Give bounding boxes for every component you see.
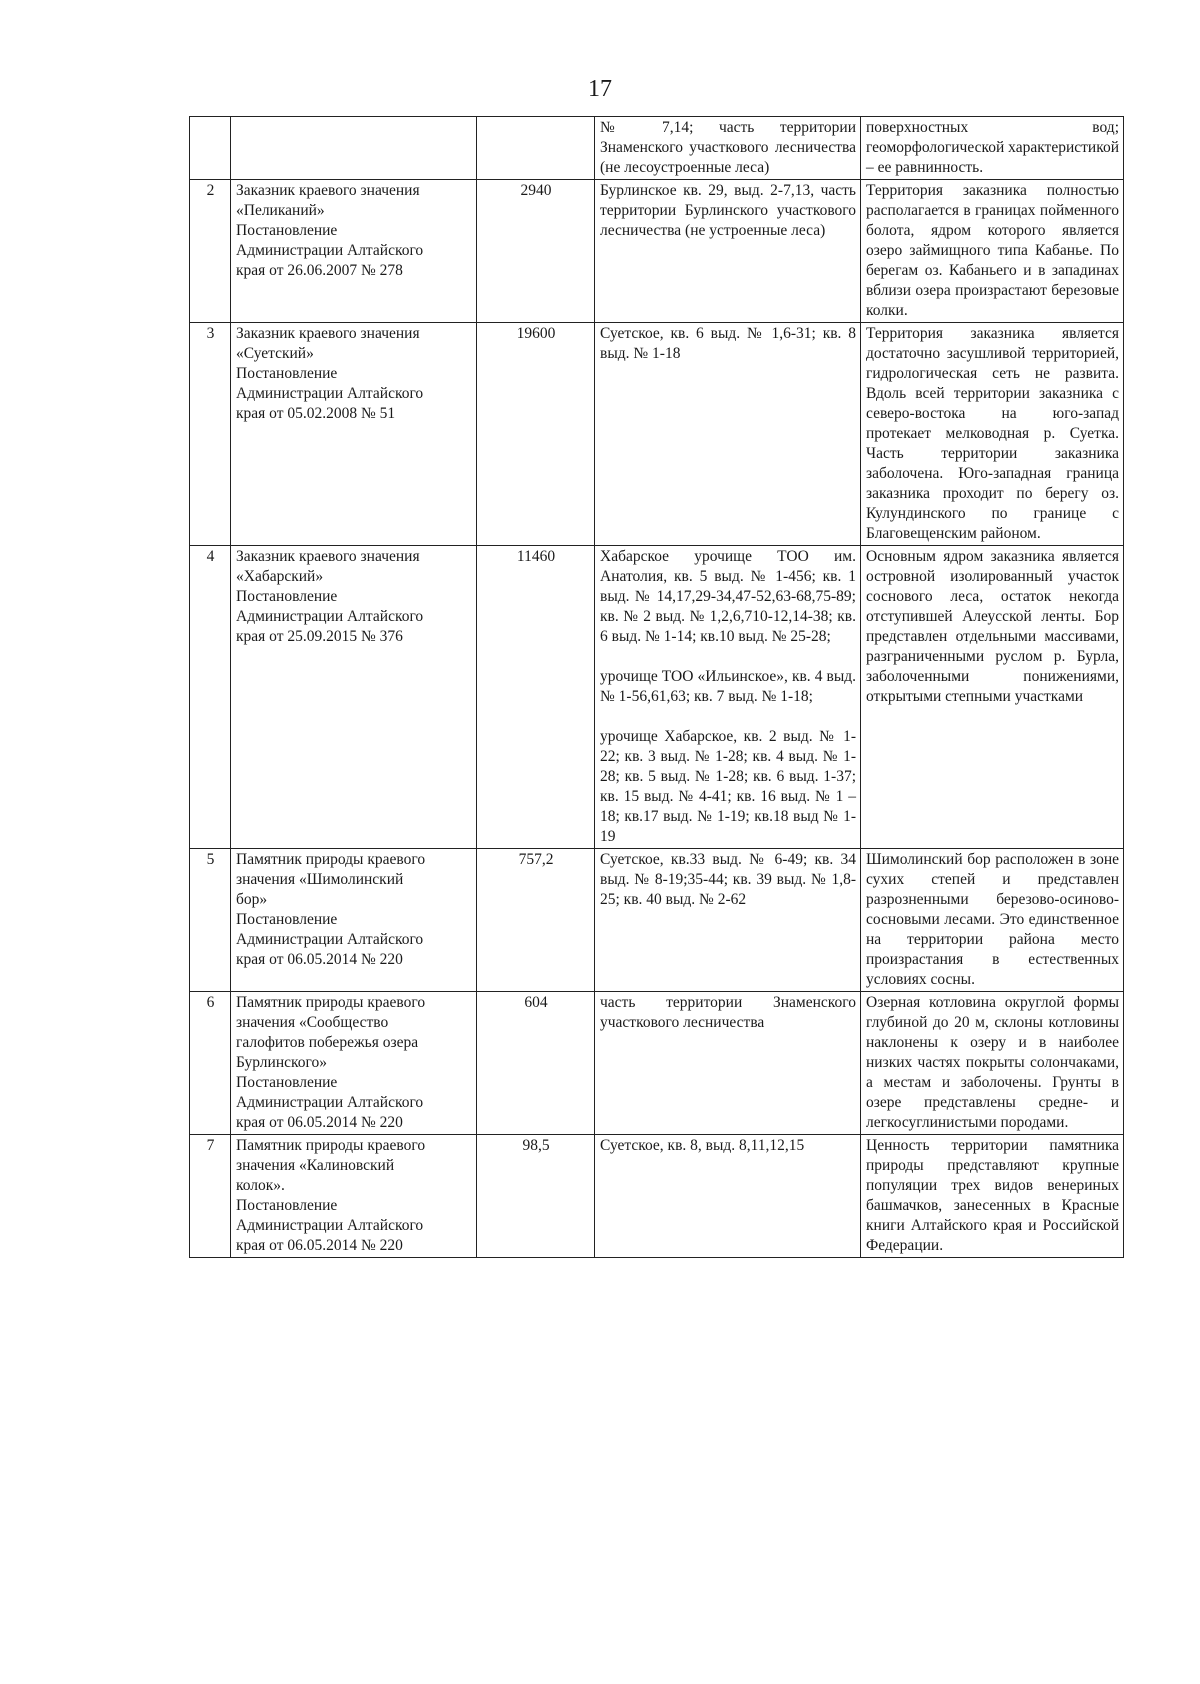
- area-name-line: Администрации Алтайского: [236, 1217, 424, 1234]
- row-number: 3: [190, 323, 231, 546]
- row-number: 4: [190, 546, 231, 849]
- area-name-line: бор»: [236, 891, 268, 908]
- area-name-line: Администрации Алтайского: [236, 385, 424, 402]
- location-cell: [595, 992, 861, 1135]
- location-paragraph: Хабарское урочище ТОО им. Анатолия, кв. 5 выд. № 1-456; кв. 1 выд. № 14,17,29-34,47-52,63-68,75-89; кв. № 2 выд. № 1,2,6,710-12,14-38; кв. 6 выд. № 1-14; кв.10 выд. № 25-28;: [600, 548, 856, 645]
- area-name-line: Памятник природы краевого: [236, 994, 426, 1011]
- row-number: 2: [190, 180, 231, 323]
- location-paragraph: часть территории Знаменского участкового лесничества: [600, 994, 856, 1031]
- area-name-line: Постановление: [236, 588, 338, 605]
- location-cell: [595, 849, 861, 992]
- location-paragraph: Суетское, кв. 6 выд. № 1,6-31; кв. 8 выд. № 1-18: [600, 325, 856, 362]
- area-name-line: Администрации Алтайского: [236, 931, 424, 948]
- location-cell: [595, 1135, 861, 1258]
- row-number: 7: [190, 1135, 231, 1258]
- area-name-line: Памятник природы краевого: [236, 851, 426, 868]
- area-size: [477, 117, 595, 180]
- table-body: [190, 117, 1124, 1258]
- table-row: [190, 180, 1124, 323]
- area-size: 757,2: [477, 849, 595, 992]
- area-name-line: «Хабарский»: [236, 568, 324, 585]
- area-name-line: Постановление: [236, 365, 338, 382]
- area-name-cell: [231, 849, 477, 992]
- location-paragraph: Бурлинское кв. 29, выд. 2-7,13, часть территории Бурлинского участкового лесничества (не устроенные леса): [600, 182, 856, 239]
- area-name-line: края от 26.06.2007 № 278: [236, 262, 403, 279]
- page-number: 17: [588, 76, 612, 102]
- area-name-cell: [231, 546, 477, 849]
- area-name-line: значения «Калиновский: [236, 1157, 395, 1174]
- area-name-line: Заказник краевого значения: [236, 182, 420, 199]
- location-paragraph: урочище ТОО «Ильинское», кв. 4 выд. № 1-56,61,63; кв. 7 выд. № 1-18;: [600, 668, 856, 705]
- area-name-line: Бурлинского»: [236, 1054, 327, 1071]
- description-cell: Основным ядром заказника является островной изолированный участок соснового леса, остаток некогда отступившей Алеусской ленты. Бор представлен отдельными массивами, разграниченными руслом р. Бурла, заболоченными понижениями, открытыми степными участками: [861, 546, 1124, 849]
- area-size: 98,5: [477, 1135, 595, 1258]
- area-name-cell: [231, 1135, 477, 1258]
- area-name-cell: [231, 117, 477, 180]
- area-name-line: Постановление: [236, 222, 338, 239]
- area-name-line: края от 06.05.2014 № 220: [236, 1237, 403, 1254]
- description-cell: Озерная котловина округлой формы глубиной до 20 м, склоны котловины наклонены к озеру и в наиболее низких частях покрыты солончаками, а местам и заболочены. Грунты в озере представлены средне- и легкосуглинистыми породами.: [861, 992, 1124, 1135]
- description-cell: Ценность территории памятника природы представляют крупные популяции трех видов венериных башмачков, занесенных в Красные книги Алтайского края и Российской Федерации.: [861, 1135, 1124, 1258]
- table-row: [190, 1135, 1124, 1258]
- area-name-line: края от 05.02.2008 № 51: [236, 405, 396, 422]
- area-name-line: «Суетский»: [236, 345, 314, 362]
- area-name-line: Постановление: [236, 1197, 338, 1214]
- area-name-line: Постановление: [236, 911, 338, 928]
- location-paragraph: урочище Хабарское, кв. 2 выд. № 1-22; кв. 3 выд. № 1-28; кв. 4 выд. № 1-28; кв. 5 выд. № 1-28; кв. 6 выд. 1-37; кв. 15 выд. № 4-41; кв. 16 выд. № 1 – 18; кв.17 выд. № 1-19; кв.18 выд № 1-19: [600, 728, 856, 845]
- table-row: [190, 546, 1124, 849]
- description-cell: поверхностных вод; геоморфологической характеристикой – ее равнинность.: [861, 117, 1124, 180]
- area-name-line: Администрации Алтайского: [236, 242, 424, 259]
- area-name-line: значения «Сообщество: [236, 1014, 389, 1031]
- table-row: [190, 117, 1124, 180]
- description-cell: Территория заказника является достаточно засушливой территорией, гидрологическая сеть не развита. Вдоль всей территории заказника с северо-востока на юго-запад протекает мелководная р. Суетка. Часть территории заказника заболочена. Юго-западная граница заказника проходит по берегу оз. Кулундинского по границе с Благовещенским районом.: [861, 323, 1124, 546]
- table-row: [190, 323, 1124, 546]
- area-name-line: значения «Шимолинский: [236, 871, 404, 888]
- location-cell: [595, 117, 861, 180]
- area-size: 2940: [477, 180, 595, 323]
- table-row: [190, 992, 1124, 1135]
- protected-areas-table: [189, 116, 1124, 1258]
- area-name-line: края от 25.09.2015 № 376: [236, 628, 403, 645]
- location-cell: [595, 323, 861, 546]
- location-paragraph: № 7,14; часть территории Знаменского участкового лесничества (не лесоустроенные леса): [600, 119, 856, 176]
- area-name-line: галофитов побережья озера: [236, 1034, 419, 1051]
- description-cell: Территория заказника полностью располагается в границах пойменного болота, ядром которого является озеро займищного типа Кабанье. По берегам оз. Кабаньего и в западинах вблизи озера произрастают березовые колки.: [861, 180, 1124, 323]
- area-name-line: колок».: [236, 1177, 285, 1194]
- area-name-line: Памятник природы краевого: [236, 1137, 426, 1154]
- area-name-line: Заказник краевого значения: [236, 548, 420, 565]
- area-size: 11460: [477, 546, 595, 849]
- area-size: 19600: [477, 323, 595, 546]
- row-number: 6: [190, 992, 231, 1135]
- area-size: 604: [477, 992, 595, 1135]
- area-name-line: Заказник краевого значения: [236, 325, 420, 342]
- area-name-cell: [231, 323, 477, 546]
- area-name-cell: [231, 992, 477, 1135]
- area-name-line: Постановление: [236, 1074, 338, 1091]
- area-name-line: края от 06.05.2014 № 220: [236, 1114, 403, 1131]
- area-name-line: края от 06.05.2014 № 220: [236, 951, 403, 968]
- area-name-cell: [231, 180, 477, 323]
- location-paragraph: Суетское, кв.33 выд. № 6-49; кв. 34 выд. № 8-19;35-44; кв. 39 выд. № 1,8-25; кв. 40 выд. № 2-62: [600, 851, 856, 908]
- table-row: [190, 849, 1124, 992]
- row-number: 5: [190, 849, 231, 992]
- location-cell: [595, 546, 861, 849]
- location-cell: [595, 180, 861, 323]
- location-paragraph: Суетское, кв. 8, выд. 8,11,12,15: [600, 1137, 805, 1154]
- area-name-line: Администрации Алтайского: [236, 608, 424, 625]
- description-cell: Шимолинский бор расположен в зоне сухих степей и представлен разрозненными березово-осиново-сосновыми лесами. Это единственное на территории района место произрастания в естественных условиях сосны.: [861, 849, 1124, 992]
- area-name-line: Администрации Алтайского: [236, 1094, 424, 1111]
- row-number: [190, 117, 231, 180]
- area-name-line: «Пеликаний»: [236, 202, 325, 219]
